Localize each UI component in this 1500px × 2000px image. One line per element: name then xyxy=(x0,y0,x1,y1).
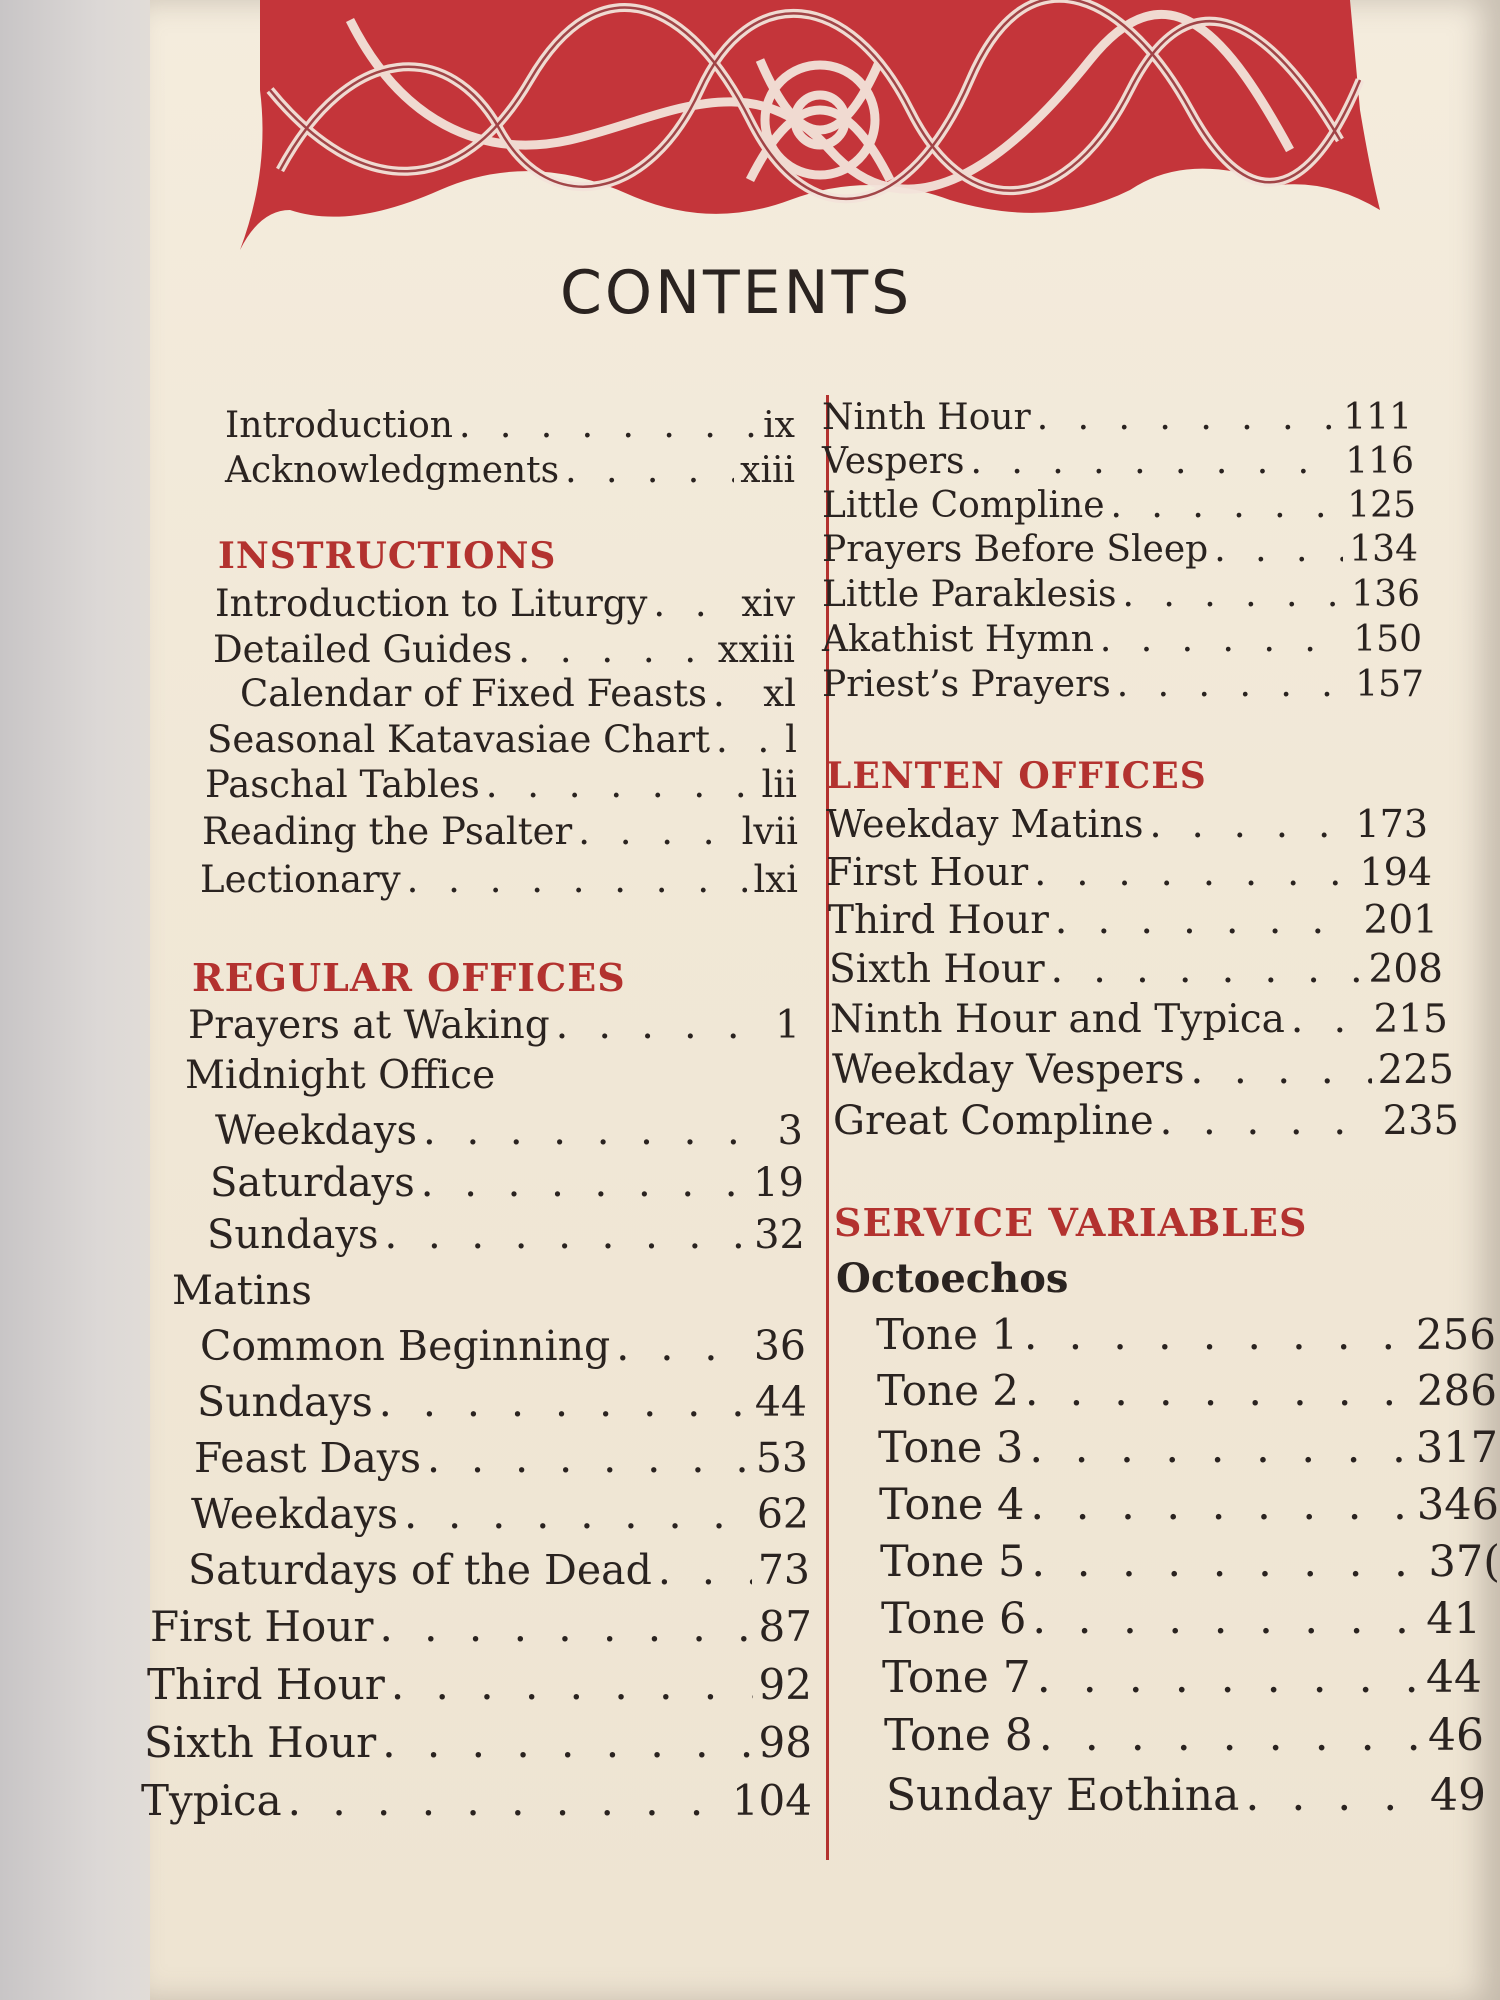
toc-entry[interactable]: Akathist Hymn . . . 150 xyxy=(822,619,1422,660)
toc-entry-acknowledgments[interactable]: Acknowledgments . . . xiii xyxy=(225,450,795,491)
toc-entry[interactable]: Prayers Before Sleep . . . 134 xyxy=(822,529,1418,570)
toc-entry[interactable]: Sundays . . . 44 xyxy=(197,1378,807,1426)
toc-entry[interactable]: Third Hour . . . 92 xyxy=(147,1660,812,1709)
toc-entry[interactable]: Reading the Psalter . . . lvii xyxy=(202,810,798,853)
toc-entry[interactable]: Vespers . . . 116 xyxy=(822,441,1414,482)
toc-entry[interactable]: Detailed Guides . . . xxiii xyxy=(213,628,795,671)
toc-entry[interactable]: Weekday Vespers . . . 225 xyxy=(832,1047,1454,1093)
toc-entry[interactable]: Tone 1 . . . 256 xyxy=(876,1310,1496,1359)
toc-entry[interactable]: Calendar of Fixed Feasts . . . xl xyxy=(240,672,796,715)
toc-entry[interactable]: Paschal Tables . . . lii xyxy=(205,763,797,806)
toc-entry[interactable]: Saturdays of the Dead . . . 73 xyxy=(188,1546,810,1594)
toc-entry[interactable]: Feast Days . . . 53 xyxy=(194,1434,808,1482)
toc-entry[interactable]: Tone 5 . . . 37( xyxy=(880,1537,1500,1587)
toc-entry[interactable]: First Hour . . . 87 xyxy=(150,1602,812,1651)
toc-entry[interactable]: Common Beginning . . . 36 xyxy=(200,1322,806,1370)
section-heading-lenten-offices: LENTEN OFFICES xyxy=(826,755,1207,797)
section-heading-service-variables: SERVICE VARIABLES xyxy=(834,1200,1308,1245)
toc-entry[interactable]: Tone 8 . . . 46 xyxy=(884,1710,1484,1761)
toc-entry[interactable]: Weekdays . . . 62 xyxy=(191,1490,809,1538)
toc-entry[interactable]: Introduction to Liturgy . . . xiv xyxy=(215,582,795,625)
toc-entry[interactable]: Sixth Hour . . . 208 xyxy=(829,947,1443,992)
toc-entry[interactable]: Weekday Matins . . . 173 xyxy=(826,802,1428,846)
toc-entry[interactable]: Seasonal Katavasiae Chart . . . l xyxy=(207,718,797,761)
toc-entry[interactable]: First Hour . . . 194 xyxy=(826,850,1432,894)
toc-entry[interactable]: Tone 6 . . . 41 xyxy=(881,1594,1481,1644)
toc-entry-introduction[interactable]: Introduction . . . ix xyxy=(225,405,795,446)
toc-entry[interactable]: Little Paraklesis . . . 136 xyxy=(822,574,1420,615)
toc-entry[interactable]: Ninth Hour . . . 111 xyxy=(822,397,1412,438)
toc-entry[interactable]: Weekdays . . . 3 xyxy=(215,1108,803,1154)
toc-entry[interactable]: Great Compline . . . 235 xyxy=(833,1098,1459,1144)
page-title: CONTENTS xyxy=(560,258,913,328)
toc-group-matins: Matins xyxy=(172,1268,312,1314)
toc-group-midnight-office: Midnight Office xyxy=(185,1053,496,1098)
toc-group-octoechos: Octoechos xyxy=(836,1255,1069,1302)
section-heading-instructions: INSTRUCTIONS xyxy=(218,535,557,577)
toc-entry[interactable]: Sunday Eothina . . . 49 xyxy=(886,1770,1486,1821)
toc-entry[interactable]: Tone 3 . . . 317 xyxy=(878,1423,1498,1473)
celtic-knotwork-ornament xyxy=(230,0,1390,250)
toc-entry[interactable]: Tone 7 . . . 44 xyxy=(882,1652,1482,1703)
toc-entry[interactable]: Tone 4 . . . 346 xyxy=(879,1480,1499,1530)
toc-entry[interactable]: Saturdays . . . 19 xyxy=(210,1160,804,1206)
toc-entry[interactable]: Ninth Hour and Typica . . . 215 xyxy=(830,997,1448,1042)
toc-entry[interactable]: Little Compline . . . 125 xyxy=(822,485,1416,526)
toc-entry[interactable]: Priest’s Prayers . . . 157 xyxy=(822,664,1424,705)
section-heading-regular-offices: REGULAR OFFICES xyxy=(192,955,626,1000)
toc-entry[interactable]: Prayers at Waking . . . 1 xyxy=(188,1003,800,1048)
toc-entry[interactable]: Third Hour . . . 201 xyxy=(828,898,1438,943)
toc-entry[interactable]: Tone 2 . . . 286 xyxy=(877,1366,1497,1415)
toc-entry[interactable]: Lectionary . . . lxi xyxy=(200,858,798,901)
toc-entry[interactable]: Sixth Hour . . . 98 xyxy=(144,1718,812,1767)
toc-entry[interactable]: Sundays . . . 32 xyxy=(207,1212,805,1258)
toc-entry[interactable]: Typica . . . 104 xyxy=(141,1776,812,1825)
